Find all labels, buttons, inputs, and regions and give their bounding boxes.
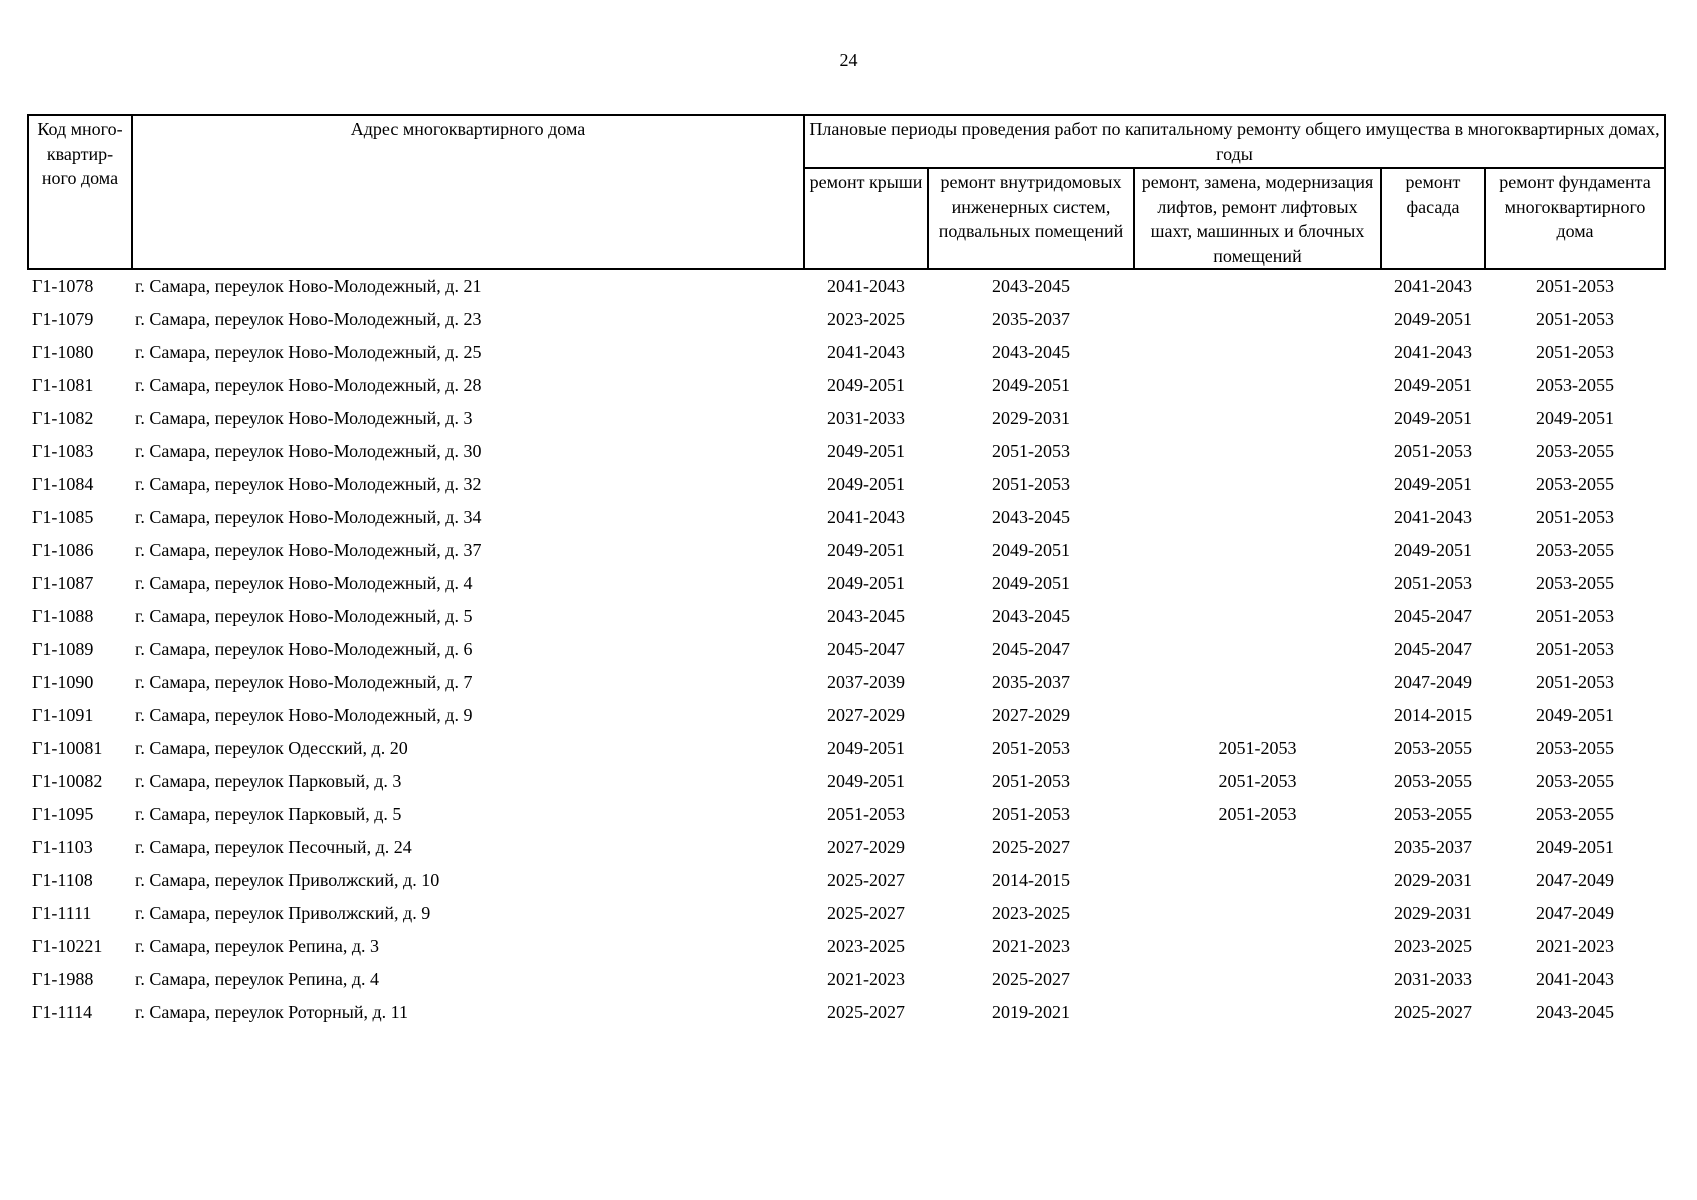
cell-roof: 2027-2029 [827,705,905,726]
cell-address: г. Самара, переулок Ново-Молодежный, д. 32 [135,474,482,495]
cell-facade: 2023-2025 [1394,936,1472,957]
cell-elevators [1134,468,1381,501]
cell-address: г. Самара, переулок Ново-Молодежный, д. 28 [135,375,482,396]
cell-foundation: 2051-2053 [1536,606,1614,627]
cell-foundation: 2051-2053 [1536,309,1614,330]
table-row [28,303,1665,336]
cell-roof: 2045-2047 [827,639,905,660]
cell-address: г. Самара, переулок Парковый, д. 5 [135,804,402,825]
cell-address: г. Самара, переулок Одесский, д. 20 [135,738,408,759]
cell-address: г. Самара, переулок Ново-Молодежный, д. 5 [135,606,473,627]
cell-foundation: 2053-2055 [1536,540,1614,561]
table-row [28,435,1665,468]
table-row [28,732,1665,765]
cell-code: Г1-10082 [32,771,103,792]
cell-address: г. Самара, переулок Ново-Молодежный, д. 4 [135,573,473,594]
table-row [28,501,1665,534]
cell-roof: 2049-2051 [827,738,905,759]
cell-engineering: 2019-2021 [992,1002,1070,1023]
cell-roof: 2037-2039 [827,672,905,693]
cell-roof: 2049-2051 [827,573,905,594]
table-row [28,864,1665,897]
cell-code: Г1-1988 [32,969,94,990]
cell-address: г. Самара, переулок Ново-Молодежный, д. 7 [135,672,473,693]
header-roof: ремонт крыши [804,168,928,269]
cell-elevators [1134,831,1381,864]
cell-engineering: 2049-2051 [992,375,1070,396]
cell-roof: 2049-2051 [827,771,905,792]
cell-elevators [1134,336,1381,369]
cell-elevators [1134,600,1381,633]
cell-foundation: 2053-2055 [1536,441,1614,462]
cell-facade: 2045-2047 [1394,639,1472,660]
cell-roof: 2049-2051 [827,441,905,462]
cell-roof: 2049-2051 [827,375,905,396]
cell-code: Г1-1095 [32,804,94,825]
cell-facade: 2041-2043 [1394,276,1472,297]
table-row [28,567,1665,600]
table-row [28,633,1665,666]
cell-address: г. Самара, переулок Ново-Молодежный, д. 23 [135,309,482,330]
cell-address: г. Самара, переулок Ново-Молодежный, д. 9 [135,705,473,726]
cell-elevators [1134,699,1381,732]
cell-foundation: 2049-2051 [1536,705,1614,726]
cell-code: Г1-1089 [32,639,94,660]
table-row [28,897,1665,930]
header-address: Адрес многоквартирного дома [132,115,804,269]
cell-facade: 2029-2031 [1394,870,1472,891]
cell-code: Г1-10081 [32,738,103,759]
cell-elevators: 2051-2053 [1218,804,1297,825]
cell-foundation: 2053-2055 [1536,573,1614,594]
cell-code: Г1-1086 [32,540,94,561]
cell-code: Г1-10221 [32,936,103,957]
cell-engineering: 2035-2037 [992,309,1070,330]
cell-facade: 2049-2051 [1394,375,1472,396]
table-row [28,666,1665,699]
cell-engineering: 2049-2051 [992,573,1070,594]
cell-address: г. Самара, переулок Ново-Молодежный, д. 34 [135,507,482,528]
cell-foundation: 2043-2045 [1536,1002,1614,1023]
table-row [28,402,1665,435]
cell-elevators [1134,930,1381,963]
cell-code: Г1-1103 [32,837,93,858]
table-row [28,798,1665,831]
header-elevators: ремонт, замена, модернизация лифтов, ремонт лифтовых шахт, машинных и блочных помещений [1134,168,1381,269]
cell-facade: 2053-2055 [1394,738,1472,759]
header-code: Код много-квартир-ного дома [28,115,132,269]
cell-address: г. Самара, переулок Роторный, д. 11 [135,1002,408,1023]
cell-roof: 2051-2053 [827,804,905,825]
cell-elevators [1134,864,1381,897]
cell-roof: 2021-2023 [827,969,905,990]
cell-elevators [1134,369,1381,402]
cell-code: Г1-1080 [32,342,94,363]
cell-facade: 2049-2051 [1394,408,1472,429]
cell-foundation: 2047-2049 [1536,870,1614,891]
cell-foundation: 2051-2053 [1536,672,1614,693]
cell-facade: 2047-2049 [1394,672,1472,693]
cell-address: г. Самара, переулок Песочный, д. 24 [135,837,412,858]
cell-foundation: 2051-2053 [1536,639,1614,660]
cell-address: г. Самара, переулок Приволжский, д. 10 [135,870,440,891]
capital-repair-schedule-table [27,114,1666,1029]
cell-roof: 2027-2029 [827,837,905,858]
cell-foundation: 2053-2055 [1536,804,1614,825]
cell-roof: 2031-2033 [827,408,905,429]
cell-address: г. Самара, переулок Ново-Молодежный, д. 37 [135,540,482,561]
cell-elevators [1134,633,1381,666]
cell-roof: 2023-2025 [827,936,905,957]
cell-address: г. Самара, переулок Ново-Молодежный, д. 21 [135,276,482,297]
cell-address: г. Самара, переулок Репина, д. 3 [135,936,380,957]
table-body [28,269,1665,1029]
header-periods-group: Плановые периоды проведения работ по капитальному ремонту общего имущества в многоквартирных домах, годы [804,115,1665,168]
table-row [28,534,1665,567]
table-row [28,269,1665,303]
cell-engineering: 2051-2053 [992,804,1070,825]
cell-facade: 2029-2031 [1394,903,1472,924]
cell-facade: 2053-2055 [1394,804,1472,825]
cell-code: Г1-1090 [32,672,94,693]
cell-engineering: 2051-2053 [992,771,1070,792]
cell-engineering: 2025-2027 [992,837,1070,858]
cell-address: г. Самара, переулок Ново-Молодежный, д. 3 [135,408,473,429]
cell-roof: 2049-2051 [827,474,905,495]
table-row [28,963,1665,996]
cell-facade: 2014-2015 [1394,705,1472,726]
cell-roof: 2025-2027 [827,870,905,891]
cell-facade: 2049-2051 [1394,540,1472,561]
cell-engineering: 2035-2037 [992,672,1070,693]
cell-facade: 2031-2033 [1394,969,1472,990]
table-row [28,600,1665,633]
cell-facade: 2041-2043 [1394,507,1472,528]
cell-engineering: 2051-2053 [992,441,1070,462]
page-number: 24 [839,50,858,70]
cell-elevators [1134,963,1381,996]
table-row [28,369,1665,402]
cell-elevators: 2051-2053 [1218,771,1297,792]
cell-code: Г1-1084 [32,474,94,495]
cell-facade: 2025-2027 [1394,1002,1472,1023]
cell-engineering: 2025-2027 [992,969,1070,990]
cell-facade: 2049-2051 [1394,309,1472,330]
cell-roof: 2041-2043 [827,276,905,297]
cell-code: Г1-1085 [32,507,94,528]
cell-foundation: 2021-2023 [1536,936,1614,957]
cell-code: Г1-1108 [32,870,93,891]
cell-address: г. Самара, переулок Ново-Молодежный, д. 30 [135,441,482,462]
cell-foundation: 2051-2053 [1536,276,1614,297]
cell-facade: 2049-2051 [1394,474,1472,495]
cell-engineering: 2027-2029 [992,705,1070,726]
cell-foundation: 2053-2055 [1536,474,1614,495]
cell-engineering: 2043-2045 [992,606,1070,627]
cell-code: Г1-1087 [32,573,94,594]
cell-address: г. Самара, переулок Репина, д. 4 [135,969,380,990]
cell-roof: 2041-2043 [827,342,905,363]
cell-roof: 2025-2027 [827,1002,905,1023]
cell-roof: 2023-2025 [827,309,905,330]
header-foundation: ремонт фундамента многоквартирного дома [1485,168,1665,269]
cell-engineering: 2021-2023 [992,936,1070,957]
cell-engineering: 2014-2015 [992,870,1070,891]
table-row [28,930,1665,963]
table-row [28,468,1665,501]
cell-engineering: 2043-2045 [992,507,1070,528]
cell-engineering: 2043-2045 [992,342,1070,363]
header-row-top [28,115,1665,168]
table-row [28,699,1665,732]
cell-address: г. Самара, переулок Приволжский, д. 9 [135,903,431,924]
cell-roof: 2049-2051 [827,540,905,561]
cell-elevators [1134,402,1381,435]
cell-address: г. Самара, переулок Ново-Молодежный, д. 6 [135,639,473,660]
header-facade: ремонт фасада [1381,168,1485,269]
cell-engineering: 2045-2047 [992,639,1070,660]
header-engineering: ремонт внутридомовых инженерных систем, подвальных помещений [928,168,1134,269]
cell-engineering: 2023-2025 [992,903,1070,924]
cell-elevators [1134,666,1381,699]
cell-facade: 2035-2037 [1394,837,1472,858]
cell-code: Г1-1114 [32,1002,93,1023]
cell-foundation: 2047-2049 [1536,903,1614,924]
table-row [28,996,1665,1029]
cell-code: Г1-1083 [32,441,94,462]
cell-address: г. Самара, переулок Парковый, д. 3 [135,771,402,792]
cell-roof: 2025-2027 [827,903,905,924]
cell-address: г. Самара, переулок Ново-Молодежный, д. 25 [135,342,482,363]
cell-elevators [1134,996,1381,1029]
cell-engineering: 2051-2053 [992,738,1070,759]
cell-engineering: 2043-2045 [992,276,1070,297]
cell-facade: 2051-2053 [1394,573,1472,594]
cell-code: Г1-1088 [32,606,94,627]
cell-roof: 2041-2043 [827,507,905,528]
table-row [28,336,1665,369]
cell-facade: 2051-2053 [1394,441,1472,462]
cell-foundation: 2051-2053 [1536,507,1614,528]
cell-code: Г1-1078 [32,276,94,297]
cell-code: Г1-1079 [32,309,94,330]
cell-elevators [1134,534,1381,567]
cell-facade: 2045-2047 [1394,606,1472,627]
cell-elevators [1134,897,1381,930]
cell-elevators [1134,269,1381,303]
cell-engineering: 2029-2031 [992,408,1070,429]
cell-elevators [1134,303,1381,336]
cell-foundation: 2053-2055 [1536,375,1614,396]
cell-code: Г1-1091 [32,705,94,726]
cell-foundation: 2049-2051 [1536,408,1614,429]
cell-roof: 2043-2045 [827,606,905,627]
cell-facade: 2041-2043 [1394,342,1472,363]
cell-elevators [1134,435,1381,468]
cell-facade: 2053-2055 [1394,771,1472,792]
cell-engineering: 2049-2051 [992,540,1070,561]
cell-engineering: 2051-2053 [992,474,1070,495]
cell-code: Г1-1082 [32,408,94,429]
cell-foundation: 2051-2053 [1536,342,1614,363]
cell-code: Г1-1111 [32,903,92,924]
cell-elevators: 2051-2053 [1218,738,1297,759]
cell-elevators [1134,567,1381,600]
table-row [28,831,1665,864]
table-row [28,765,1665,798]
cell-foundation: 2053-2055 [1536,738,1614,759]
cell-foundation: 2053-2055 [1536,771,1614,792]
cell-foundation: 2041-2043 [1536,969,1614,990]
cell-elevators [1134,501,1381,534]
cell-foundation: 2049-2051 [1536,837,1614,858]
table-header [28,115,1665,269]
cell-code: Г1-1081 [32,375,94,396]
